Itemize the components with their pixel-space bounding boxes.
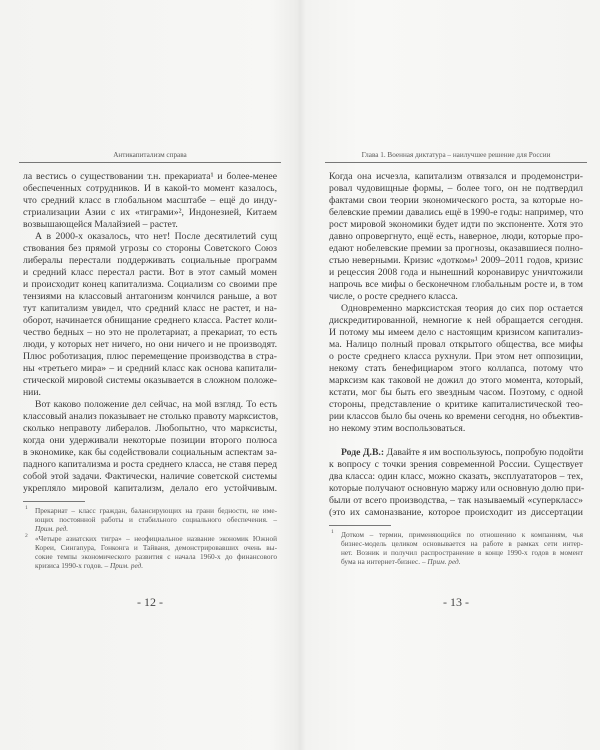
page-body	[23, 171, 277, 495]
right-page	[329, 150, 583, 567]
editor-note: Прим. ред.	[427, 557, 461, 566]
text-line	[23, 291, 277, 303]
text-line	[23, 423, 277, 435]
footnote-number: 1	[331, 529, 334, 535]
line-text: едают нобелевские премии за прогнозы, оказавшиеся полно-	[329, 243, 583, 254]
paragraph	[23, 399, 277, 495]
line-text: были от всего производства, – так называемый «суперкласс»	[329, 495, 583, 506]
line-text: нии.	[23, 387, 41, 398]
text-line	[329, 339, 583, 351]
paragraph	[23, 231, 277, 399]
footnote-text: нет. Возник и получил распространение в конце 1990-х годов в момент	[341, 548, 583, 557]
text-line	[23, 411, 277, 423]
text-line	[329, 375, 583, 387]
line-text: рии классов было бы очень ко времени сегодня, но объектив-	[329, 411, 583, 422]
line-text: Вот каково положение дел сейчас, на мой взгляд. То есть	[35, 399, 277, 410]
line-text: два класса: один класс, можно сказать, эксплуататоров – тех,	[329, 471, 583, 482]
text-line	[329, 267, 583, 279]
line-text: к вопросу с точки зрения современной России. Существует	[329, 459, 583, 470]
footnote-text: Дотком – термин, применяющийся по отношению к компаниям, чья	[341, 530, 583, 539]
page-number: - 12 -	[137, 595, 163, 609]
line-text: Когда она исчезла, капитализм отвязался и продемонстри-	[329, 171, 583, 182]
line-text: рост мировой экономики будет идти по экспоненте. Хотя это	[329, 219, 583, 230]
line-text: когда они удерживали некоторые позиции второго полюса	[23, 435, 277, 446]
footnote-text: бизнес-модель целиком основывается на работе в рамках сети интер-	[341, 539, 583, 548]
footnote-line	[341, 539, 583, 548]
line-text: ровал чудовищные формы, – более того, он не подтвердил	[329, 183, 583, 194]
text-line	[329, 471, 583, 483]
line-text: ны «третьего мира» – и средний класс как основа капитали-	[23, 363, 277, 374]
footnote-text: ющих постоянной работы и стабильного социального обеспечения. –	[35, 515, 277, 524]
editor-note: Прим. ред.	[109, 561, 144, 570]
line-text: возвышающейся Малайзией – растет.	[23, 219, 178, 230]
footnote-line	[341, 557, 583, 566]
line-text: напрочь все мифы о бесконечном глобальным росте и, в том	[329, 279, 583, 290]
footnote-text: бума на интернет-бизнес. –	[341, 557, 428, 566]
text-line	[329, 231, 583, 243]
line-text: в экономике, как бы содействовали социальным аспектам за-	[23, 447, 277, 458]
page-number: - 13 -	[443, 595, 469, 609]
text-line	[329, 507, 583, 519]
line-text: стриализации Азии с их «тиграми»², Индонезией, Китаем	[23, 207, 277, 218]
line-text: фактами свои теории экономического роста, за которые но-	[329, 195, 583, 206]
text-line	[23, 327, 277, 339]
line-text: ла вестись о существовании т.н. прекариата¹ и более-менее	[23, 171, 277, 182]
line-text: обеспеченных сотрудников. И в какой-то момент казалось,	[23, 183, 277, 194]
line-text: и рецессия 2008 года и нынешний коронавирус уничтожили	[329, 267, 583, 278]
footnote-line	[341, 530, 583, 539]
footnote-line	[35, 552, 277, 561]
text-line	[23, 207, 277, 219]
text-line	[329, 195, 583, 207]
text-line	[329, 315, 583, 327]
editor-note: Прим. ред.	[35, 524, 69, 533]
line-text: дискредитированной, немногие к ней обращается сегодня.	[329, 315, 583, 326]
footnote-line	[35, 515, 277, 524]
left-page	[23, 150, 277, 571]
text-line	[23, 255, 277, 267]
text-line	[329, 219, 583, 231]
text-line	[23, 243, 277, 255]
line-text: Давайте я им воспользуюсь, попробую подойти	[384, 447, 584, 458]
footnote-line	[35, 506, 277, 515]
text-line	[329, 423, 583, 435]
text-line	[23, 279, 277, 291]
text-line	[23, 315, 277, 327]
footnotes	[23, 506, 277, 570]
footnote-text: Кореи, Сингапура, Гонконга и Тайваня, демонстрировавших очень вы-	[35, 543, 277, 552]
text-line	[329, 279, 583, 291]
running-header: Антикапитализм справа	[19, 150, 281, 163]
line-text: что средний класс в глобальном масштабе – ещё до инду-	[23, 195, 277, 206]
footnote-text: сокие темпы экономического развития с начала 1960-х до финансового	[35, 552, 277, 561]
line-text: падного капитализма и роста среднего класса, не ставя перед	[23, 459, 277, 470]
text-line	[329, 459, 583, 471]
text-line	[329, 327, 583, 339]
footnote-line	[35, 543, 277, 552]
line-text: о росте среднего класса рухнули. При этом нет оппозиции,	[329, 351, 583, 362]
text-line	[329, 171, 583, 183]
footnote-line	[341, 548, 583, 557]
text-line	[329, 447, 583, 459]
line-text: А в 2000-х оказалось, что нет! После десятилетий сущ	[35, 231, 277, 242]
text-line	[23, 387, 277, 399]
text-line	[23, 363, 277, 375]
line-text: давно опровергнуто, ещё есть, наверное, люди, которые про-	[329, 231, 583, 242]
line-text: ма. Налицо полный провал открытого общества, все мифы	[329, 339, 583, 350]
text-line	[23, 471, 277, 483]
footnote	[329, 530, 583, 566]
text-line	[329, 411, 583, 423]
text-line	[23, 399, 277, 411]
text-line	[329, 387, 583, 399]
footnotes	[329, 530, 583, 566]
footnote-separator	[329, 525, 391, 526]
paragraph	[329, 171, 583, 303]
paragraph-gap	[329, 435, 583, 447]
footnote-line	[35, 534, 277, 543]
footnote-text: Прекариат – класс граждан, балансирующих на грани бедности, не име-	[35, 506, 277, 515]
footnote-number: 2	[25, 533, 28, 539]
text-line	[329, 243, 583, 255]
text-line	[23, 303, 277, 315]
footnote-line	[35, 561, 277, 570]
line-text: тензиями на классовый антагонизм кончился раньше, а вот	[23, 291, 277, 302]
text-line	[23, 171, 277, 183]
text-line	[329, 183, 583, 195]
line-text: кстати, мог бы быть его звездным часом. Поэтому, с одной	[329, 387, 583, 398]
line-text: оборот, начинается обнищание среднего класса. Растет коли-	[23, 315, 277, 326]
line-text: укрепляло мировой капитализм, делало его устойчивым.	[23, 483, 277, 494]
line-text: некому стать бенефициаром этого коллапса, потому что	[329, 363, 583, 374]
footnote	[23, 534, 277, 570]
page-body	[329, 171, 583, 519]
text-line	[329, 495, 583, 507]
text-line	[329, 207, 583, 219]
line-text: собой этой задачи. Фактически, наличие советской системы	[23, 471, 277, 482]
speaker-name: Роде Д.В.:	[341, 447, 385, 458]
text-line	[23, 447, 277, 459]
line-text: сколько неправоту либералов. Любопытно, что марксисты,	[23, 423, 277, 434]
line-text: марксизм как таковой не дожил до этого момента, который,	[329, 375, 583, 386]
footnote-text: кризиса 1990-х годов. –	[35, 561, 110, 570]
line-text: стической мировой системы оказывается в сложном положе-	[23, 375, 277, 386]
text-line	[23, 483, 277, 495]
running-header: Глава 1. Военная диктатура – наилучшее решение для России	[325, 150, 587, 163]
line-text: ствования без прямой угрозы со стороны Советского Союз	[23, 243, 277, 254]
footnote-separator	[23, 501, 85, 502]
text-line	[23, 459, 277, 471]
line-text: белевские премии давались ещё в 1990-е годы: например, что	[329, 207, 584, 218]
line-text: стью неверными. Кризис «дотком»¹ 2009–2011 годов, кризис	[329, 255, 583, 266]
text-line	[329, 255, 583, 267]
text-line	[329, 291, 583, 303]
line-text: и средний класс перестал расти. Вот в этот самый момен	[23, 267, 277, 278]
text-line	[23, 219, 277, 231]
text-line	[23, 375, 277, 387]
text-line	[23, 183, 277, 195]
line-text: Плюс роботизация, плюс перемещение производства в стра-	[23, 351, 277, 362]
line-text: числе, о росте среднего класса.	[329, 291, 458, 302]
line-text: Одновременно марксистская теория до сих пор остается	[341, 303, 583, 314]
line-text: (это их самоназвание, которое происходит из диссертации	[329, 507, 583, 518]
text-line	[329, 363, 583, 375]
line-text: которые получают основную маржу или основную долю при-	[329, 483, 585, 494]
paragraph	[329, 447, 583, 519]
line-text: люди, у которых нет ничего, но они ничего и не производят.	[23, 339, 277, 350]
text-line	[329, 303, 583, 315]
text-line	[23, 231, 277, 243]
line-text: тут капитализм увидел, что средний класс не растет, и на-	[23, 303, 277, 314]
text-line	[23, 351, 277, 363]
line-text: и происходит конец капитализма. Социализм со своими пре	[23, 279, 277, 290]
line-text: чество бедных – но это не пролетариат, а прекариат, то есть	[23, 327, 277, 338]
line-text: классовый анализ показывает не столько правоту марксистов,	[23, 411, 279, 422]
text-line	[23, 267, 277, 279]
paragraph	[23, 171, 277, 231]
line-text: но некому этим воспользоваться.	[329, 423, 466, 434]
line-text: либералы перестали поддерживать социальные программ	[23, 255, 277, 266]
text-line	[329, 399, 583, 411]
text-line	[329, 351, 583, 363]
text-line	[23, 435, 277, 447]
footnote	[23, 506, 277, 533]
text-line	[23, 339, 277, 351]
footnote-number: 1	[25, 505, 28, 511]
footnote-line	[35, 524, 277, 533]
line-text: И потому мы имеем дело с настоящим кризисом капитализ-	[329, 327, 583, 338]
paragraph	[329, 303, 583, 435]
footnote-text: «Четыре азиатских тигра» – неофициальное название экономик Южной	[35, 534, 277, 543]
line-text: стороны, представление о критике капиталистической тео-	[329, 399, 583, 410]
text-line	[329, 483, 583, 495]
text-line	[23, 195, 277, 207]
